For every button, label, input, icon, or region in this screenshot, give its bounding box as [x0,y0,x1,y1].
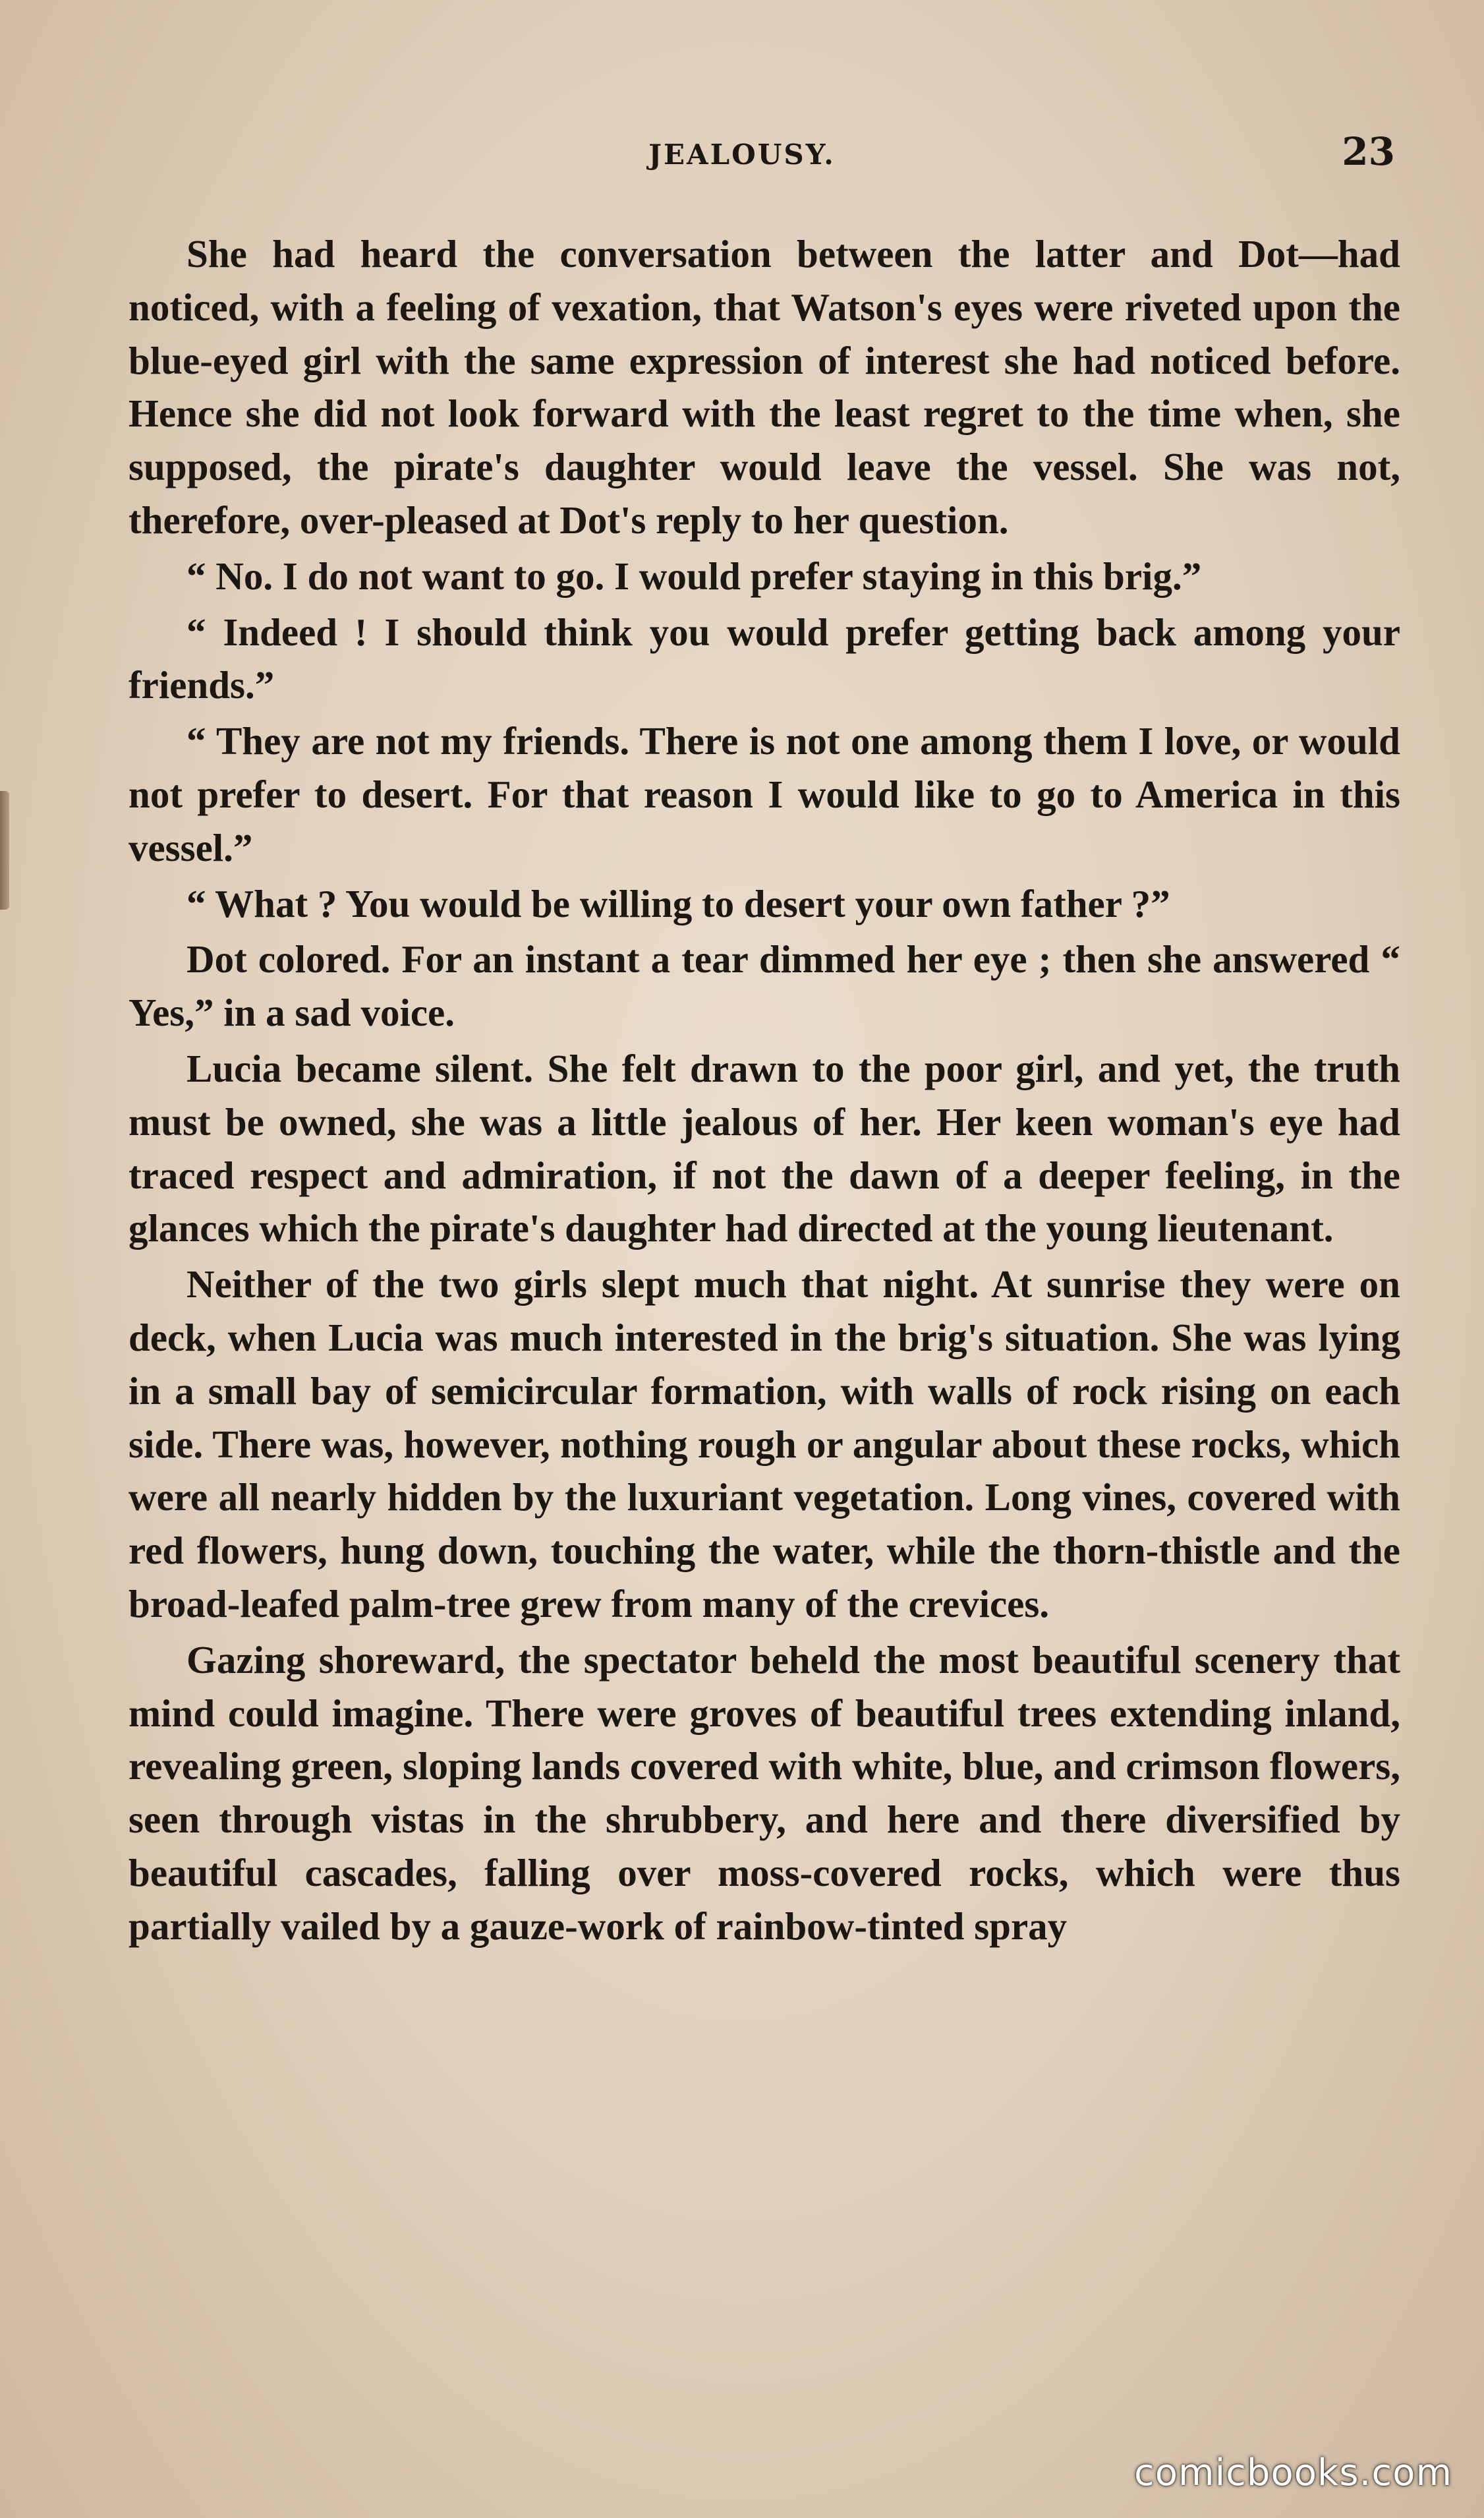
binding-edge [0,791,9,910]
paragraph: “ No. I do not want to go. I would prefer staying in this brig.” [186,554,1202,598]
paragraph: Neither of the two girls slept much that night. At sunrise they were on deck, when Lucia was much interested in the brig's situation. She was lying in a small bay of semicircular formation, with walls of rock rising on each side. There was, however, nothing rough or angular about these rocks, which were all nearly hidden by the luxuriant vegetation. Long vines, covered with red flowers, hung down, touching the water, while the thorn-thistle and the broad-leafed palm-tree grew from many of the crevices. [128,1262,1400,1625]
running-head [0,129,1484,182]
watermark: comicbooks.com [1133,2451,1452,2494]
running-title: JEALOUSY. [648,138,836,171]
body-text [128,227,1400,1956]
paragraph: “ What ? You would be willing to desert your own father ?” [186,881,1170,925]
paragraph: Lucia became silent. She felt drawn to the poor girl, and yet, the truth must be owned, she was a little jealous of her. Her keen woman's eye had traced respect and admiration, if not the dawn of a deeper feeling, in the glances which the pirate's daughter had directed at the young lieutenant. [128,1046,1400,1250]
paragraph: Gazing shoreward, the spectator beheld the most beautiful scenery that mind could imagine. There were groves of beautiful trees extending inland, revealing green, sloping lands covered with white, blue, and crimson flowers, seen through vistas in the shrubbery, and here and there diversified by beautiful cascades, falling over moss-covered rocks, which were thus partially vailed by a gauze-work of rainbow-tinted spray [128,1637,1400,1948]
paragraph: She had heard the conversation between the latter and Dot—had noticed, with a feeling of vexation, that Watson's eyes were riveted upon the blue-eyed girl with the same expression of interest she had noticed before. Hence she did not look forward with the least regret to the time when, she supposed, the pirate's daughter would leave the vessel. She was not, therefore, over-pleased at Dot's reply to her question. [128,232,1400,542]
paragraph: “ They are not my friends. There is not one among them I love, or would not prefer to desert. For that reason I would like to go to America in this vessel.” [128,719,1400,869]
page-number: 23 [1342,129,1395,174]
paragraph: Dot colored. For an instant a tear dimmed her eye ; then she answered “ Yes,” in a sad voice. [128,937,1400,1035]
paragraph: “ Indeed ! I should think you would prefer getting back among your friends.” [128,610,1400,707]
